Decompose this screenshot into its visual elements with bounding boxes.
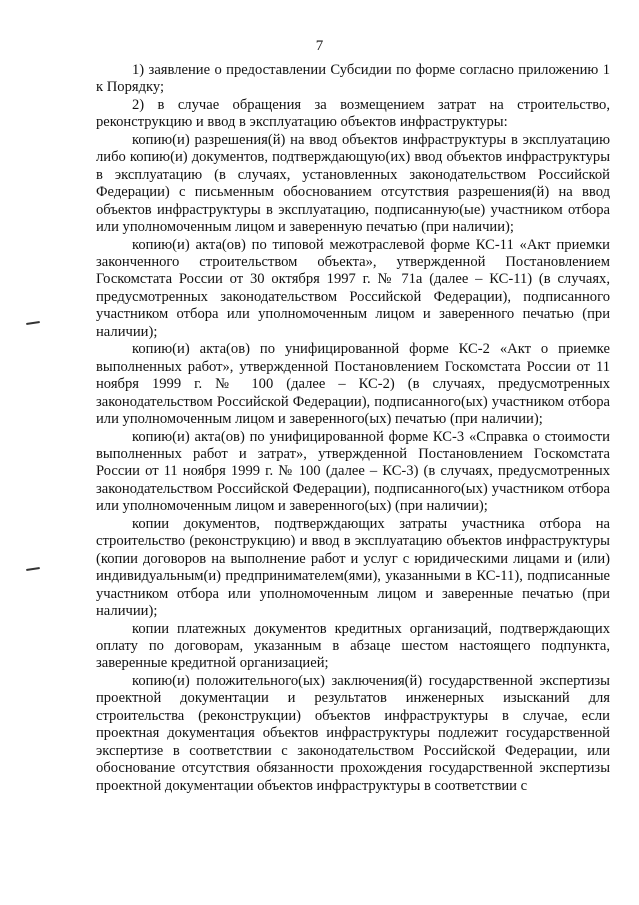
page-number: 7 [315,38,324,54]
paragraph-state-expertise: копию(и) положительного(ых) заключения(й) государственной экспертизы проектной документации и результатов инженерных изысканий для строительства (реконструкции) объектов инфраструктуры в случае, если проектная документация объектов инфраструктуры подлежит государственной экспертизе в соответствии с законодательством Российской Федерации, или обоснование отсутствия обязанности прохождения государственной экспертизы проектной документации объектов инфраструктуры в соответствии с [96,672,610,794]
paragraph-ks3-certificate: копию(и) акта(ов) по унифицированной форме КС-3 «Справка о стоимости выполненных работ и затрат», утвержденной Постановлением Госкомстата России от 11 ноября 1999 г. № 100 (далее – КС-3) (в случаях, предусмотренных законодательством Российской Федерации), подписанного(ых) участником отбора или уполномоченным лицом и заверенного(ых) (при наличии); [96,428,610,515]
scan-mark [26,567,40,571]
document-body [96,62,610,795]
paragraph-ks11-act: копию(и) акта(ов) по типовой межотраслевой форме КС-11 «Акт приемки законченного строительством объекта», утвержденной Постановлением Госкомстата России от 30 октября 1997 г. № 71а (далее – КС-11) (в случаях, предусмотренных законодательством Российской Федерации), подписанного участником отбора или уполномоченным лицом и заверенного печатью (при наличии); [96,236,610,340]
paragraph-payment-documents: копии платежных документов кредитных организаций, подтверждающих оплату по договорам, указанным в абзаце шестом настоящего подпункта, заверенные кредитной организацией; [96,620,610,672]
paragraph-cost-reimbursement: 2) в случае обращения за возмещением затрат на строительство, реконструкцию и ввод в эксплуатацию объектов инфраструктуры: [96,96,610,131]
scan-mark [26,321,40,325]
paragraph-application: 1) заявление о предоставлении Субсидии по форме согласно приложению 1 к Порядку; [96,62,610,96]
paragraph-commissioning-permit: копию(и) разрешения(й) на ввод объектов инфраструктуры в эксплуатацию либо копию(и) документов, подтверждающую(их) ввод объектов инфраструктуры в эксплуатацию (в случаях, установленных законодательством Российской Федерации) с письменным обоснованием отсутствия разрешения(й) на ввод объектов инфраструктуры в эксплуатацию, подписанную(ые) участником отбора или уполномоченным лицом и заверенную печатью (при наличии); [96,131,610,236]
paragraph-cost-documents: копии документов, подтверждающих затраты участника отбора на строительство (реконструкцию) и ввод в эксплуатацию объектов инфраструктуры (копии договоров на выполнение работ и услуг с юридическими лицами и (или) индивидуальным(и) предпринимателем(ями), указанными в КС-11), подписанные участником отбора или уполномоченным лицом и заверенные печатью (при наличии); [96,515,610,620]
paragraph-ks2-act: копию(и) акта(ов) по унифицированной форме КС-2 «Акт о приемке выполненных работ», утвержденной Постановлением Госкомстата России от 11 ноября 1999 г. № 100 (далее – КС-2) (в случаях, предусмотренных законодательством Российской Федерации), подписанного(ых) участником отбора или уполномоченным лицом и заверенного(ых) печатью (при наличии); [96,341,610,428]
